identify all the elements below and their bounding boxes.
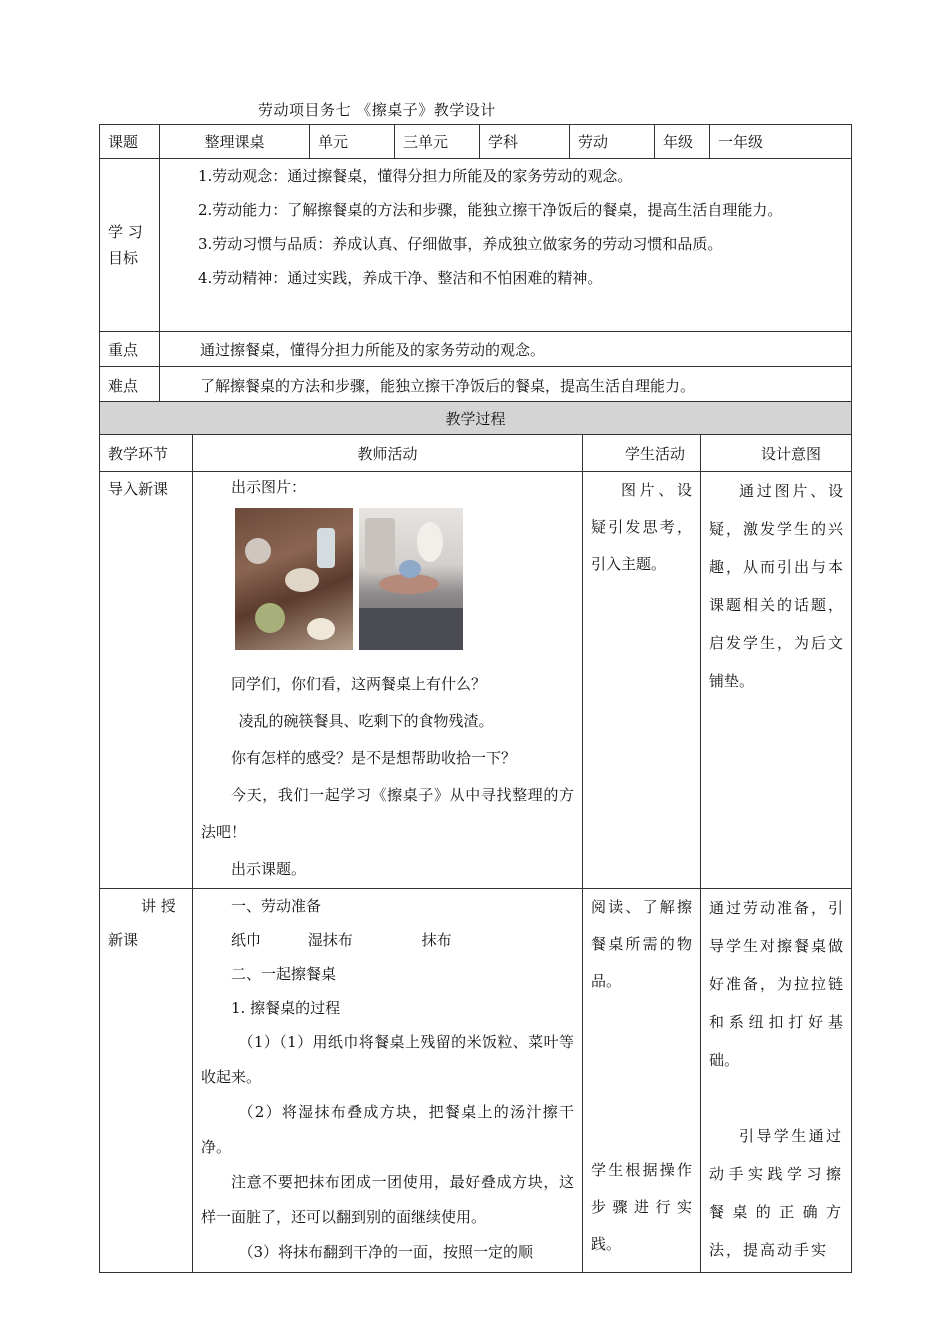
goal-item: 2.劳动能力：了解擦餐桌的方法和步骤，能独立擦干净饭后的餐桌，提高生活自理能力。	[198, 201, 783, 219]
student-read: 阅读、了解擦餐桌所需的物品。	[591, 898, 692, 990]
col-stage-header: 教学环节	[100, 435, 193, 472]
col-teacher-header: 教师活动	[193, 435, 583, 472]
prep-item-wet-cloth: 湿抹布	[307, 931, 353, 949]
grade-label: 年级	[655, 125, 710, 159]
subject-label: 学科	[480, 125, 570, 159]
intro-line: 你有怎样的感受？是不是想帮助收拾一下？	[231, 749, 517, 767]
goals-content	[160, 159, 852, 332]
teacher-intro	[193, 472, 583, 889]
intent-prep: 通过劳动准备，引导学生对擦餐桌做好准备，为拉拉链和系纽扣打好基础。	[709, 899, 844, 1069]
messy-table-photo-2	[359, 508, 463, 650]
student-new-lesson	[583, 889, 701, 1273]
messy-table-photo-1	[235, 508, 353, 650]
col-student-header: 学生活动	[583, 435, 701, 472]
process-table	[99, 401, 852, 1273]
step-1: （1）（1）用纸巾将餐桌上残留的米饭粒、菜叶等收起来。	[201, 1033, 574, 1086]
intro-line: 今天，我们一起学习《擦桌子》从中寻找整理的方法吧！	[201, 786, 574, 841]
step-note: 注意不要把抹布团成一团使用，最好叠成方块，这样一面脏了，还可以翻到别的面继续使用。	[201, 1173, 574, 1226]
teacher-new-lesson	[193, 889, 583, 1273]
intro-line: 凌乱的碗筷餐具、吃剩下的食物残渣。	[238, 712, 494, 730]
show-pictures-text: 出示图片：	[231, 478, 307, 496]
topic-value: 整理课桌	[160, 125, 310, 159]
goal-item: 4.劳动精神：通过实践，养成干净、整洁和不怕困难的精神。	[198, 269, 603, 287]
key-point-text: 通过擦餐桌，懂得分担力所能及的家务劳动的观念。	[160, 332, 852, 367]
prep-item-cloth: 抹布	[421, 931, 452, 949]
step-2: （2）将湿抹布叠成方块，把餐桌上的汤汁擦干净。	[201, 1103, 574, 1156]
col-intent-header: 设计意图	[701, 435, 852, 472]
unit-value: 三单元	[395, 125, 480, 159]
stage-intro: 导入新课	[100, 472, 193, 889]
intro-line: 同学们，你们看，这两餐桌上有什么？	[231, 675, 487, 693]
goals-label	[100, 159, 160, 332]
goals-label-line1: 学 习	[108, 223, 143, 241]
section-wipe: 二、一起擦餐桌	[231, 965, 337, 983]
stage-new-lesson-line1: 讲 授	[141, 897, 176, 915]
stage-new-lesson-line2: 新课	[108, 931, 139, 949]
key-point-label: 重点	[100, 332, 160, 367]
topic-label: 课题	[100, 125, 160, 159]
student-intro: 图片、设疑引发思考，引入主题。	[583, 472, 701, 889]
unit-label: 单元	[310, 125, 395, 159]
goal-item: 3.劳动习惯与品质：养成认真、仔细做事，养成独立做家务的劳动习惯和品质。	[198, 235, 723, 253]
section-process: 1. 擦餐桌的过程	[231, 999, 341, 1017]
difficulty-label: 难点	[100, 367, 160, 404]
prep-items	[201, 923, 574, 957]
student-practice: 学生根据操作步骤进行实践。	[591, 1161, 692, 1253]
prep-item-tissue: 纸巾	[231, 931, 262, 949]
document-title: 劳动项目务七 《擦桌子》教学设计	[258, 101, 496, 119]
subject-value: 劳动	[570, 125, 655, 159]
intent-intro: 通过图片、设疑，激发学生的兴趣，从而引出与本课题相关的话题，启发学生，为后文铺垫。	[701, 472, 852, 889]
goals-label-line2: 目标	[108, 249, 139, 267]
goal-item: 1.劳动观念：通过擦餐桌，懂得分担力所能及的家务劳动的观念。	[198, 167, 633, 185]
difficulty-text: 了解擦餐桌的方法和步骤，能独立擦干净饭后的餐桌，提高生活自理能力。	[160, 367, 852, 404]
intro-images	[201, 508, 574, 650]
intent-new-lesson	[701, 889, 852, 1273]
stage-new-lesson	[100, 889, 193, 1273]
grade-value: 一年级	[710, 125, 852, 159]
section-prep: 一、劳动准备	[231, 897, 322, 915]
step-3: （3）将抹布翻到干净的一面，按照一定的顺	[238, 1243, 534, 1261]
intent-practice: 引导学生通过动手实践学习擦餐桌的正确方法，提高动手实	[709, 1127, 844, 1259]
info-table	[99, 124, 852, 404]
process-header: 教学过程	[100, 402, 852, 435]
intro-line: 出示课题。	[231, 860, 307, 878]
